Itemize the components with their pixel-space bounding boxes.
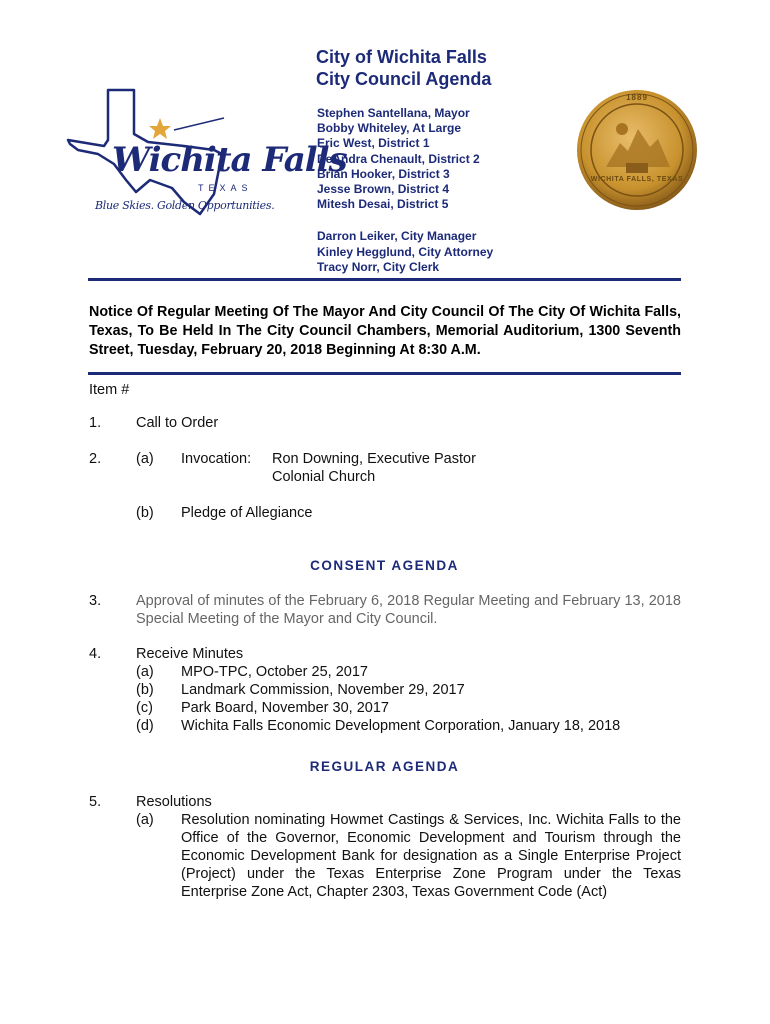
- item-5-number: 5.: [89, 794, 102, 810]
- consent-agenda-heading: CONSENT AGENDA: [310, 558, 459, 573]
- seal-year: 1889: [626, 93, 648, 102]
- item-1-text: Call to Order: [136, 415, 219, 431]
- item-4d-label: (d): [136, 718, 154, 734]
- item-4b-text: Landmark Commission, November 29, 2017: [181, 682, 465, 698]
- item-2-number: 2.: [89, 451, 102, 467]
- item-2a-line2: Colonial Church: [272, 469, 376, 485]
- official-mayor: Stephen Santellana, Mayor: [317, 106, 470, 120]
- item-4c-label: (c): [136, 700, 153, 716]
- item-3-number: 3.: [89, 593, 102, 609]
- item-2b-text: Pledge of Allegiance: [181, 505, 313, 521]
- item-1-number: 1.: [89, 415, 102, 431]
- city-name: City of Wichita Falls: [316, 47, 487, 67]
- item-4c-text: Park Board, November 30, 2017: [181, 700, 389, 716]
- item-3-text: Approval of minutes of the February 6, 2018 Regular Meeting and February 13, 2018 Special Meeting of the Mayor and City Council.: [136, 593, 681, 627]
- item-4d-text: Wichita Falls Economic Development Corporation, January 18, 2018: [181, 718, 621, 734]
- item-column-header: Item #: [89, 382, 130, 398]
- seal-ring-text: WICHITA FALLS, TEXAS: [590, 176, 684, 183]
- logo-tagline: Blue Skies. Golden Opportunities.: [95, 199, 275, 212]
- notice-divider: [88, 372, 681, 375]
- official-at-large: Bobby Whiteley, At Large: [317, 121, 462, 136]
- logo-state-text: TEXAS: [198, 183, 253, 193]
- official-district-3: Brian Hooker, District 3: [317, 166, 450, 181]
- staff-city-clerk: Tracy Norr, City Clerk: [317, 260, 440, 275]
- item-2b-label: (b): [136, 505, 154, 521]
- item-2a-line1: Ron Downing, Executive Pastor: [272, 451, 476, 467]
- regular-agenda-heading: REGULAR AGENDA: [309, 759, 460, 774]
- item-4a-text: MPO-TPC, October 25, 2017: [181, 664, 368, 680]
- item-5a-text: Resolution nominating Howmet Castings & Services, Inc. Wichita Falls to the Office of the Governor, Economic Development and Tourism through the Economic Development Bank for designation as a Single Enterprise Project (Project) under the Texas Enterprise Zone Program under the Texas Enterprise Zone Act, Chapter 2303, Texas Government Code (Act): [181, 812, 681, 900]
- item-4-text: Receive Minutes: [136, 646, 244, 662]
- item-4b-label: (b): [136, 682, 154, 698]
- item-5a-label: (a): [136, 812, 154, 828]
- agenda-title: [316, 46, 491, 90]
- official-district-2: DeAndra Chenault, District 2: [317, 151, 480, 166]
- document-title: City Council Agenda: [316, 69, 492, 89]
- meeting-notice: Notice Of Regular Meeting Of The Mayor And City Council Of The City Of Wichita Falls, Texas, To Be Held In The City Council Chambers, Memorial Auditorium, 1300 Seventh Street, Tuesday, February 20, 2018 Beginning At 8:30 A.M.: [89, 304, 681, 358]
- official-district-4: Jesse Brown, District 4: [317, 182, 450, 197]
- logo-script-text: Wichita Falls: [112, 140, 347, 180]
- item-2a-title: Invocation:: [181, 451, 252, 467]
- item-5-text: Resolutions: [136, 794, 212, 810]
- city-staff-list: [317, 229, 493, 276]
- official-district-1: Eric West, District 1: [317, 136, 430, 151]
- item-2a-label: (a): [136, 451, 154, 467]
- official-district-5: Mitesh Desai, District 5: [317, 197, 449, 212]
- item-4-number: 4.: [89, 646, 102, 662]
- item-4a-label: (a): [136, 664, 154, 680]
- staff-city-attorney: Kinley Hegglund, City Attorney: [317, 244, 494, 259]
- council-members-list: [317, 106, 480, 212]
- city-seal-icon: [576, 89, 698, 211]
- header-divider: [88, 278, 681, 281]
- staff-city-manager: Darron Leiker, City Manager: [317, 229, 477, 243]
